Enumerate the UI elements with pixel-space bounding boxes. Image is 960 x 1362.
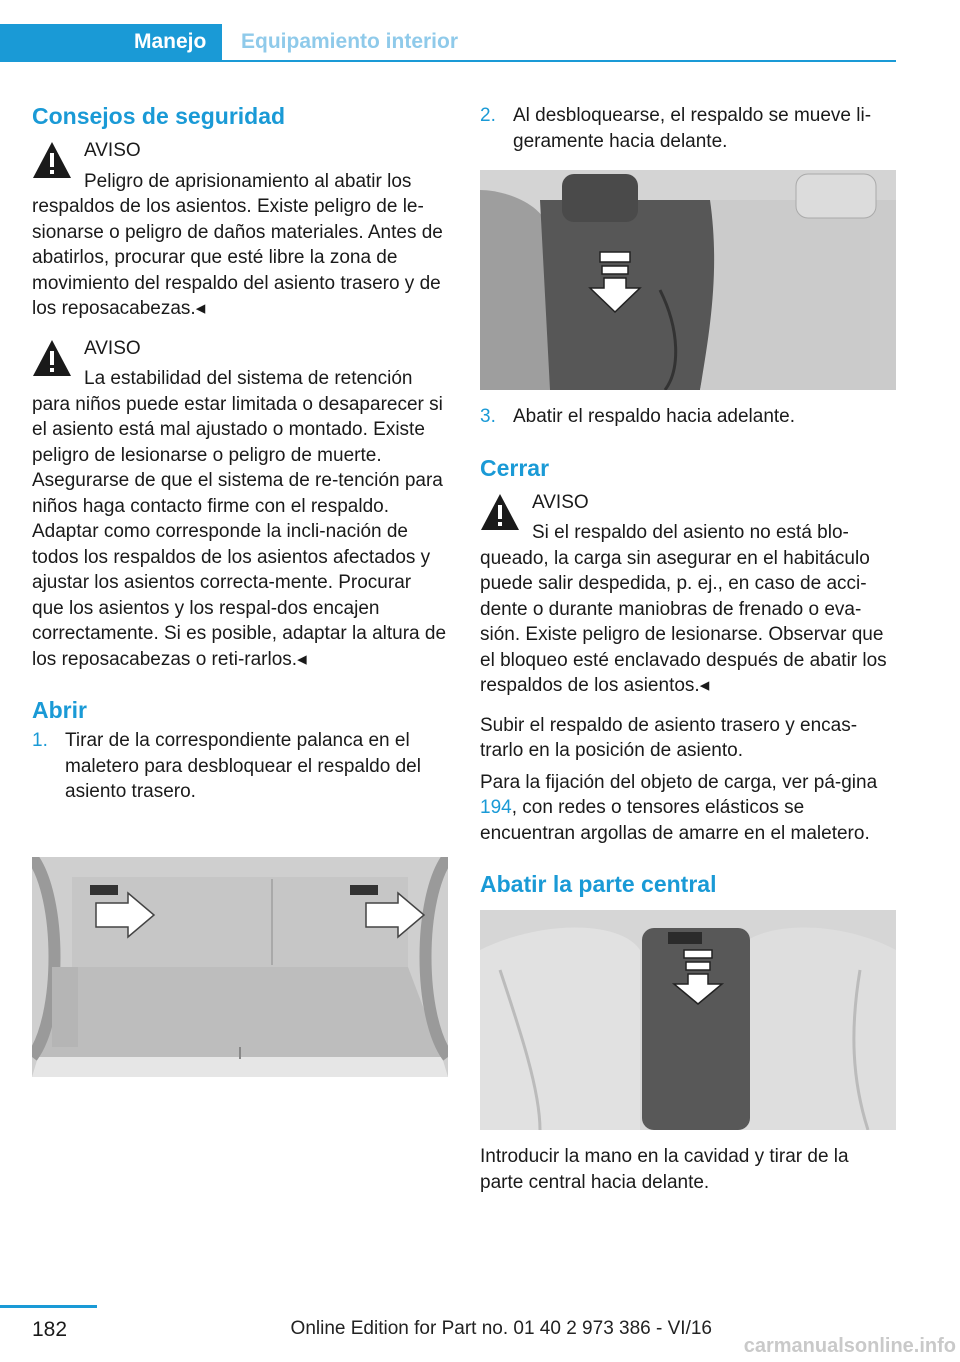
step-number: 2. — [480, 105, 496, 126]
trunk-illustration — [32, 857, 448, 1077]
section-title-consejos: Consejos de seguridad — [32, 103, 286, 129]
step-text: Abatir el respaldo hacia adelante. — [513, 406, 796, 427]
warning-label: AVISO — [84, 337, 141, 359]
right-column — [480, 100, 896, 1195]
list-item — [480, 404, 896, 430]
warning-block-3 — [480, 490, 896, 699]
paragraph-subir-respaldo: Subir el respaldo de asiento trasero y encas-trarlo en la posición de asiento. — [480, 714, 858, 761]
step-text: Tirar de la correspondiente palanca en el maletero para desbloquear el respaldo del asiento trasero. — [65, 730, 421, 802]
tab-equipamiento-interior[interactable]: Equipamiento interior — [241, 30, 459, 53]
center-section-illustration — [480, 910, 896, 1130]
warning-block-2 — [32, 336, 448, 673]
list-item — [32, 728, 448, 805]
warning-triangle-icon — [32, 140, 72, 180]
warning-triangle-icon — [480, 492, 520, 532]
paragraph-fijacion — [480, 770, 896, 847]
seat-image — [480, 170, 896, 390]
list-item — [480, 100, 896, 154]
tab-manejo[interactable]: Manejo — [134, 30, 207, 53]
trunk-image — [32, 857, 448, 1077]
warning-triangle-icon — [32, 338, 72, 378]
steps-list-continued — [480, 100, 896, 154]
edition-footer: Online Edition for Part no. 01 40 2 973 386 - VI/16 — [290, 1318, 712, 1339]
section-title-abatir-central: Abatir la parte central — [480, 871, 717, 897]
header-rule — [222, 60, 896, 62]
warning-label: AVISO — [84, 140, 141, 161]
section-title-abrir: Abrir — [32, 697, 87, 723]
center-seat-image — [480, 910, 896, 1130]
left-column — [32, 100, 448, 805]
step-number: 3. — [480, 406, 496, 427]
paragraph-text: , con redes o tensores elásticos se encuentran argollas de amarre en el maletero. — [480, 797, 870, 844]
warning-text: Si el respaldo del asiento no está blo-queado, la carga sin asegurar en el habitáculo puede salir despedida, p. ej., en caso de acci-dente o durante maniobras de frenado o eva-sión. Existe peligro de lesionarse. Observar que el bloqueo esté enclavado después de abatir los respaldos de los asientos.◂ — [480, 522, 887, 696]
paragraph-text: Para la fijación del objeto de carga, ver pá-gina — [480, 771, 878, 793]
warning-block-1 — [32, 138, 448, 322]
steps-list-continued-2 — [480, 404, 896, 430]
step-text: Al desbloquearse, el respaldo se mueve li-geramente hacia delante. — [513, 105, 872, 152]
page-header — [0, 0, 960, 64]
page-link-194[interactable]: 194 — [480, 797, 512, 818]
paragraph-introducir-mano: Introducir la mano en la cavidad y tirar de la parte central hacia delante. — [480, 1146, 849, 1193]
section-title-cerrar: Cerrar — [480, 454, 550, 481]
warning-text: Peligro de aprisionamiento al abatir los respaldos de los asientos. Existe peligro de le-sionarse o peligro de daños materiales. Antes de abatirlos, procurar que esté libre la zona de movimiento del respaldo del asiento trasero y de los reposacabezas.◂ — [32, 170, 443, 319]
page-number: 182 — [32, 1318, 68, 1341]
watermark: carmanualsonline.info — [743, 1335, 956, 1357]
warning-text: La estabilidad del sistema de retención para niños puede estar limitada o desaparecer si el asiento está mal ajustado o montado. Existe peligro de lesionarse o peligro de muerte. Asegurarse de que el sistema de re-tención para niños haga contacto firme con el respaldo. Adaptar como corresponde la incli-nación de todos los respaldos de los asientos afectados y ajustar los asientos correcta-mente. Procurar que los asientos y los respal-dos encajen correctamente. Si es posible, adaptar la altura de los reposacabezas o reti-rarlos.◂ — [32, 368, 447, 670]
page-number-bar — [0, 1305, 97, 1308]
seat-illustration-unlock — [480, 170, 896, 390]
steps-list-abrir — [32, 728, 448, 805]
warning-label: AVISO — [532, 491, 589, 513]
step-number: 1. — [32, 730, 48, 751]
